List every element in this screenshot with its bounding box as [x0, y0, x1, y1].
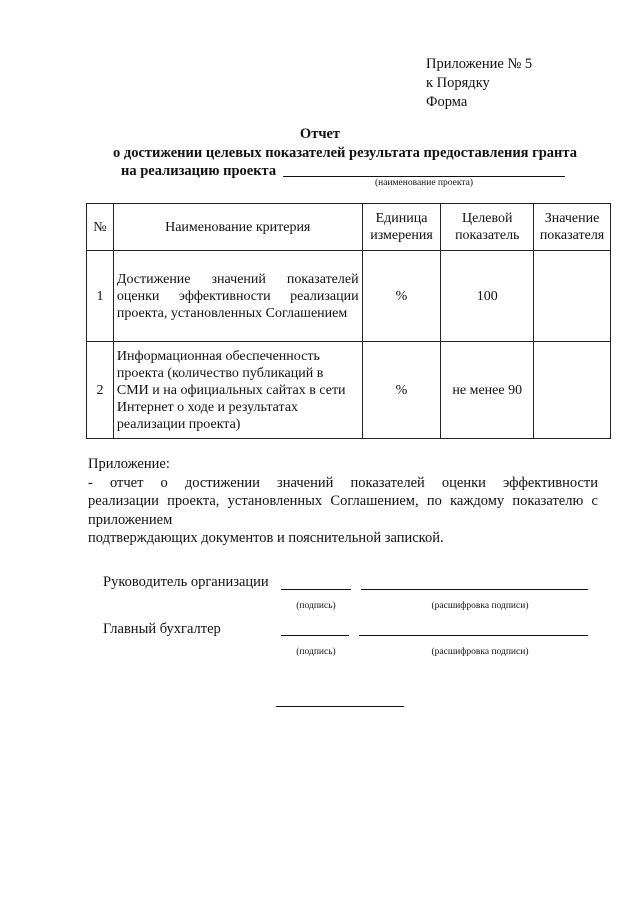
head-decoding-caption: (расшифровка подписи): [431, 601, 529, 611]
attachment-text-line: приложением: [88, 511, 173, 528]
appendix-form-label: Форма: [426, 94, 468, 110]
header-value: Значение показателя: [534, 204, 611, 251]
head-signature-field[interactable]: [281, 589, 351, 590]
appendix-number: Приложение № 5: [426, 56, 533, 72]
criteria-table: [86, 203, 611, 439]
appendix-header: [426, 55, 532, 112]
project-name-caption: (наименование проекта): [374, 178, 473, 188]
attachment-text-line: - отчет о достижении значений показателей оценки эффективности: [88, 474, 598, 491]
document-subtitle-line2: на реализацию проекта: [121, 163, 277, 179]
document-subtitle-line1: о достижении целевых показателей результата предоставления гранта: [113, 145, 577, 161]
row-unit: %: [362, 251, 441, 342]
accountant-decoding-caption: (расшифровка подписи): [431, 647, 529, 657]
attachment-text-line: подтверждающих документов и пояснительной запиской.: [88, 530, 444, 546]
head-signature-caption: (подпись): [296, 601, 336, 611]
header-num: №: [87, 204, 114, 251]
accountant-signature-field[interactable]: [281, 635, 349, 636]
row-value-cell[interactable]: [534, 251, 611, 342]
row-criterion-name: Информационная обеспеченность проекта (количество публикаций в СМИ и на официальных сайтах в сети Интернет о ходе и результатах реализации проекта): [113, 342, 362, 439]
bottom-separator: [276, 706, 404, 707]
table-row: [87, 342, 611, 439]
document-title: Отчет: [299, 126, 341, 142]
head-signature-decoding-field[interactable]: [361, 589, 588, 590]
accountant-signature-decoding-field[interactable]: [359, 635, 588, 636]
header-criterion-name: Наименование критерия: [113, 204, 362, 251]
attachment-text-line: реализации проекта, установленных Соглашением, по каждому показателю с: [88, 493, 598, 509]
appendix-reference: к Порядку: [426, 75, 490, 91]
row-num: 2: [87, 342, 114, 439]
table-header-row: [87, 204, 611, 251]
accountant-signature-label: Главный бухгалтер: [103, 621, 221, 637]
accountant-signature-caption: (подпись): [296, 647, 336, 657]
row-num: 1: [87, 251, 114, 342]
row-target: не менее 90: [441, 342, 534, 439]
attachment-heading: Приложение:: [88, 456, 170, 472]
table-row: [87, 251, 611, 342]
row-target: 100: [441, 251, 534, 342]
header-target: Целевой показатель: [441, 204, 534, 251]
row-criterion-name: Достижение значений показателей оценки эффективности реализации проекта, установленных Соглашением: [113, 251, 362, 342]
head-signature-label: Руководитель организации: [103, 574, 269, 590]
row-unit: %: [362, 342, 441, 439]
row-value-cell[interactable]: [534, 342, 611, 439]
header-unit: Единица измерения: [362, 204, 441, 251]
attachment-section: [88, 455, 598, 548]
project-name-field[interactable]: [283, 176, 565, 177]
